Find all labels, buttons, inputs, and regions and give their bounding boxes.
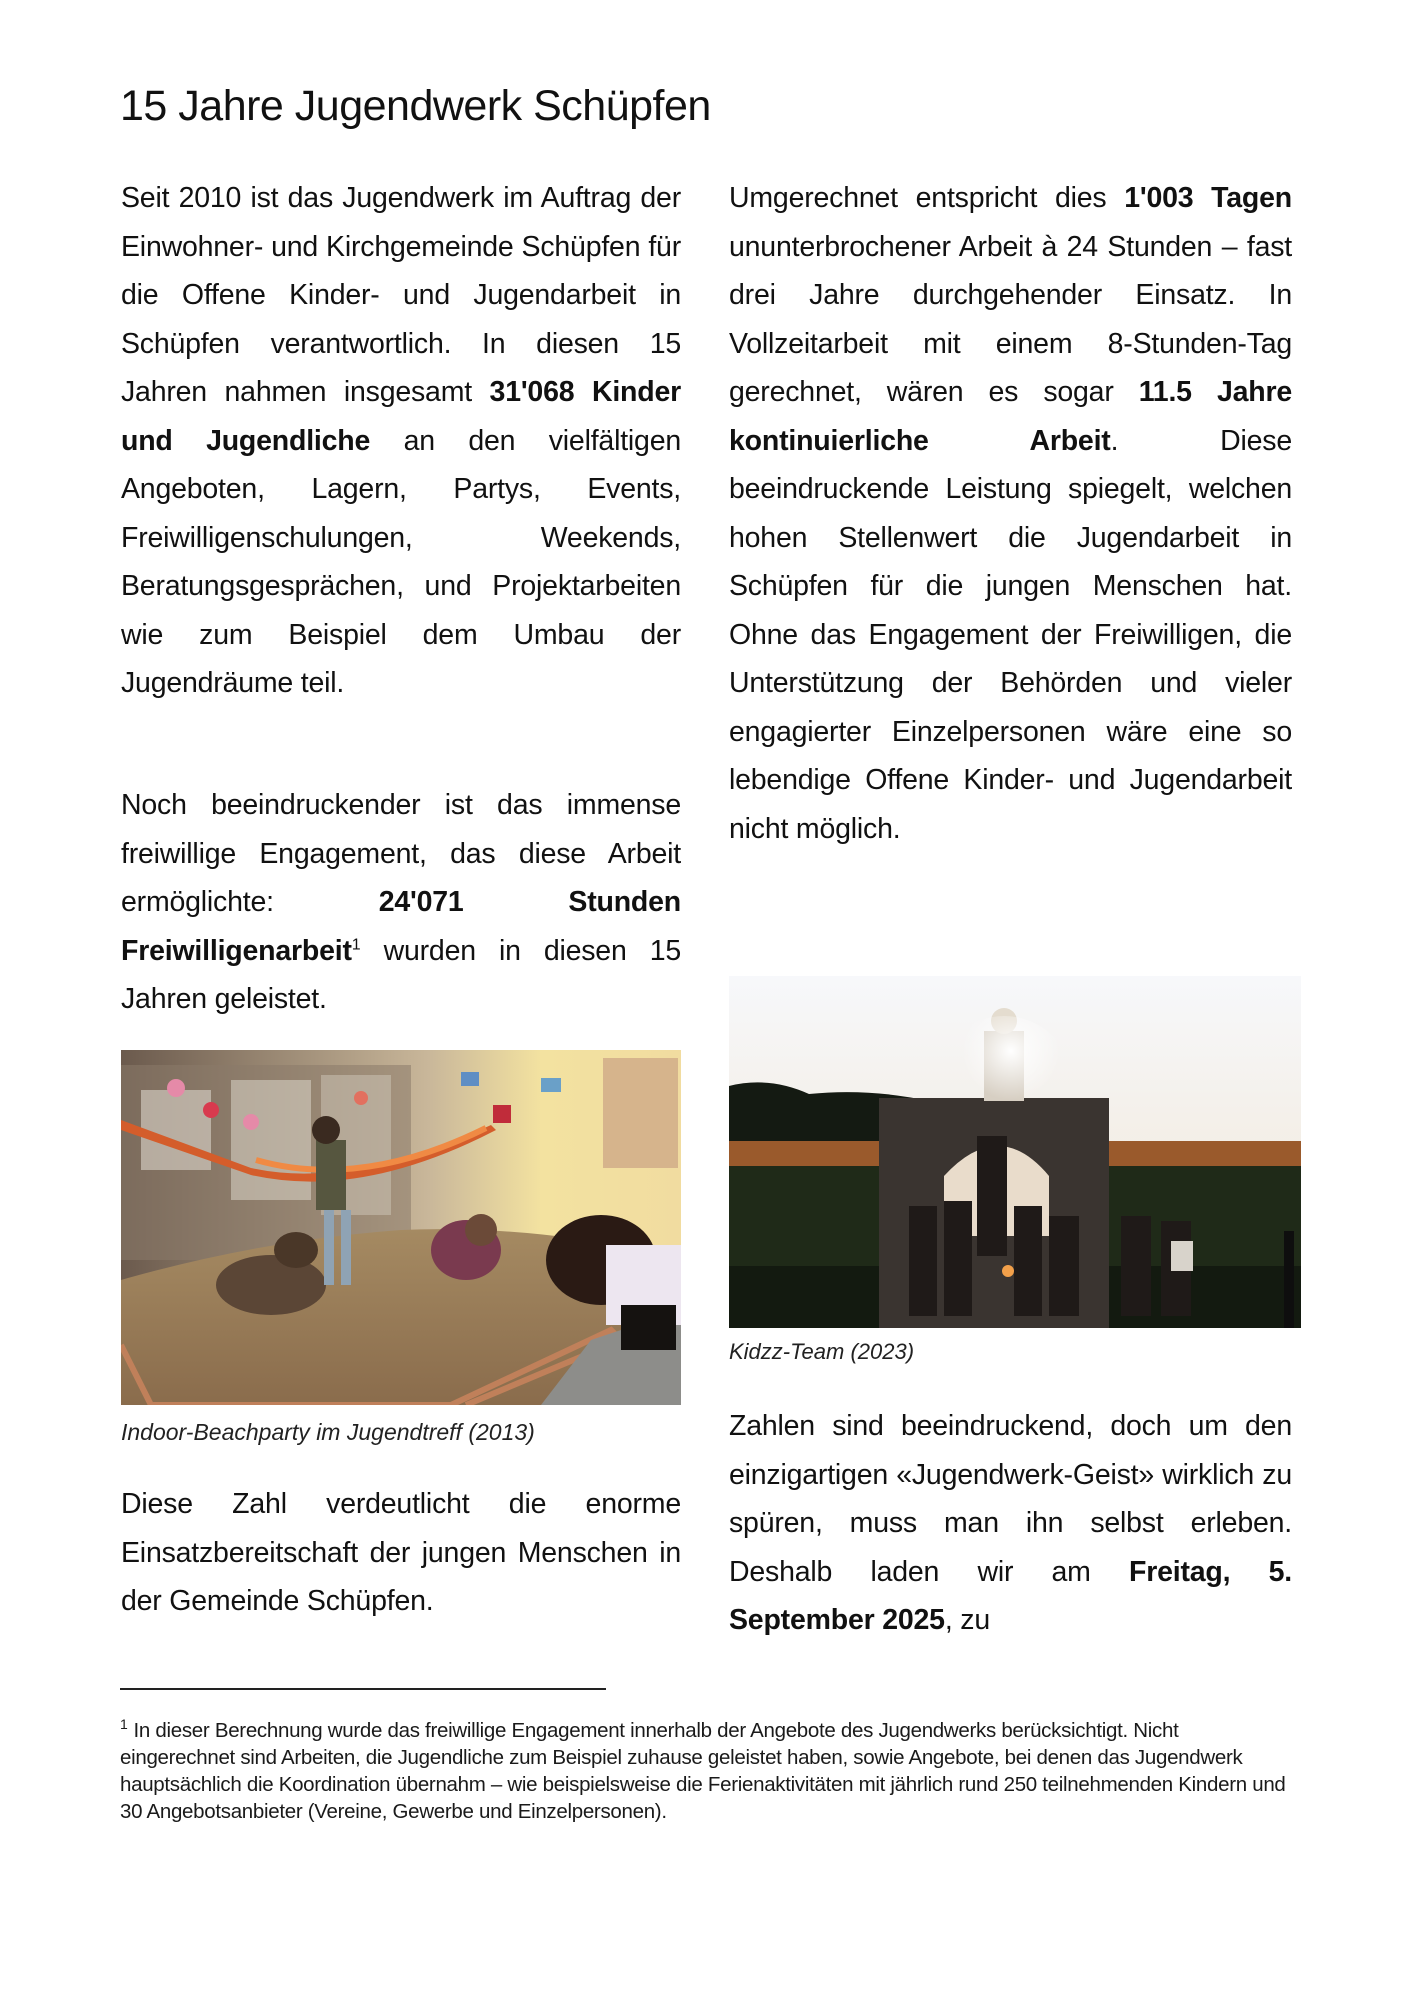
paragraph-commitment: Diese Zahl verdeutlicht die enorme Einsatzbereitschaft der jungen Menschen in der Gemeinde Schüpfen. <box>121 1488 681 1617</box>
footnote-text: In dieser Berechnung wurde das freiwillige Engagement innerhalb der Angebote des Jugendwerks berücksichtigt. Nicht eingerechnet sind Arbeiten, die Jugendliche zum Beispiel zuhause geleistet haben, sowie Angebote, bei denen das Jugendwerk hauptsächlich die Koordination übernahm – wie beispielsweise die Ferienaktivitäten mit jährlich rund 250 teilnehmenden Kindern und 30 Angebotsanbieter (Vereine, Gewerbe und Einzelpersonen). <box>120 1719 1286 1823</box>
text-run: , zu <box>944 1604 990 1636</box>
photo-caption-indoor-beachparty: Indoor-Beachparty im Jugendtreff (2013) <box>121 1419 535 1445</box>
text-run: Noch beeindruckender ist das immense freiwillige Engagement, das diese Arbeit ermöglichte: <box>121 789 681 918</box>
footnote <box>120 1717 1290 1825</box>
paragraph-conversion <box>729 174 1292 853</box>
text-run: an den vielfältigen Angeboten, Lagern, Partys, Events, Freiwilligenschulungen, Weekends, Beratungsgesprächen, und Projektarbeiten wie zum Beispiel dem Umbau der Jugendräume teil. <box>121 424 681 699</box>
footnote-marker: 1 <box>120 1716 128 1733</box>
left-column-para-1-wrapper <box>121 174 681 708</box>
text-run: . Diese beeindruckende Leistung spiegelt, welchen hohen Stellenwert die Jugendarbeit in Schüpfen für die jungen Menschen hat. Ohne das Engagement der Freiwilligen, die Unterstützung der Behörden und vieler engagierter Einzelpersonen wäre eine so lebendige Offene Kinder- und Jugendarbeit nicht möglich. <box>729 424 1292 845</box>
footnote-separator <box>120 1688 606 1690</box>
text-run: Umgerechnet entspricht dies <box>729 182 1125 214</box>
photo-caption-kidzz-team: Kidzz-Team (2023) <box>729 1339 915 1364</box>
photo-indoor-beachparty-image <box>121 1050 681 1405</box>
left-column-para-3-wrapper <box>121 1480 681 1626</box>
highlight-days: 1'003 Tagen <box>1124 182 1292 214</box>
footnote-reference[interactable]: 1 <box>351 936 361 953</box>
highlight-volunteer-hours: 24'071 Stunden Freiwilligenarbeit <box>121 886 681 967</box>
paragraph-invitation <box>729 1402 1292 1645</box>
right-column-para-2-wrapper <box>729 1402 1292 1645</box>
paragraph-intro <box>121 174 681 708</box>
highlight-event-date: Freitag, 5. September 2025 <box>729 1555 1292 1636</box>
left-column-para-2-wrapper <box>121 781 681 1024</box>
page-title: 15 Jahre Jugendwerk Schüpfen <box>120 82 711 130</box>
text-run: wurden in diesen 15 Jahren geleistet. <box>121 934 681 1015</box>
photo-kidzz-team-image <box>729 976 1301 1328</box>
highlight-years: 11.5 Jahre kontinuierliche Arbeit <box>729 376 1292 457</box>
right-column-para-1-wrapper <box>729 174 1292 853</box>
text-run: Seit 2010 ist das Jugendwerk im Auftrag der Einwohner- und Kirchgemeinde Schüpfen für die Offene Kinder- und Jugendarbeit in Schüpfen verantwortlich. In diesen 15 Jahren nahmen insgesamt <box>121 182 681 408</box>
text-run: Zahlen sind beeindruckend, doch um den einzigartigen «Jugendwerk-Geist» wirklich zu spüren, muss man ihn selbst erleben. Deshalb laden wir am <box>729 1410 1292 1588</box>
paragraph-volunteer-hours <box>121 781 681 1024</box>
highlight-participants: 31'068 Kinder und Jugendliche <box>121 376 682 457</box>
photo-indoor-beachparty <box>121 1050 681 1405</box>
photo-kidzz-team <box>729 976 1301 1328</box>
text-run: ununterbrochener Arbeit à 24 Stunden – fast drei Jahre durchgehender Einsatz. In Vollzeitarbeit mit einem 8-Stunden-Tag gerechnet, wären es sogar <box>729 230 1292 408</box>
